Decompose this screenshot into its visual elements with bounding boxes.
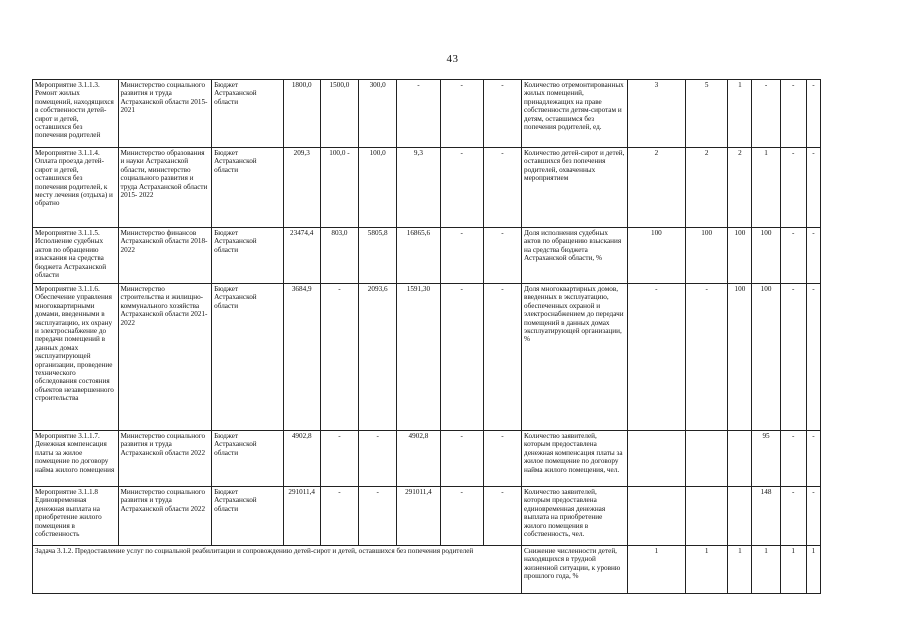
page-number: 43: [446, 53, 459, 65]
target-cell: 1: [752, 546, 780, 594]
target-cell: 2: [627, 148, 685, 228]
target-cell: -: [806, 228, 820, 284]
source-cell: Бюджет Астраханской области: [212, 284, 283, 431]
amount-cell: -: [359, 431, 397, 487]
amount-cell: -: [440, 80, 483, 148]
target-cell: 100: [627, 228, 685, 284]
total-cell: 23474,4: [283, 228, 320, 284]
target-cell: 2: [728, 148, 752, 228]
target-cell: 5: [686, 80, 728, 148]
target-cell: -: [806, 431, 820, 487]
amount-cell: -: [320, 284, 358, 431]
table-row: [33, 80, 821, 148]
amount-cell: 100,0 -: [320, 148, 358, 228]
indicator-cell: Доля исполнения судебных актов по обращению взыскания на средства бюджета Астраханской области, %: [522, 228, 628, 284]
target-cell: 1: [627, 546, 685, 594]
target-cell: 1: [728, 80, 752, 148]
amount-cell: -: [483, 431, 521, 487]
total-cell: 209,3: [283, 148, 320, 228]
activity-cell: Мероприятие 3.1.1.6. Обеспечение управления многоквартирными домами, введенными в эксплуатацию, их охрану и электроснабжение до передачи помещений в данных домах эксплуатирующей организации, проведение технического обследования состояния объектов незавершенного строительства: [33, 284, 119, 431]
indicator-cell: Количество заявителей, которым предоставлена денежная компенсация платы за жилое помещение по договору найма жилого помещения, чел.: [522, 431, 628, 487]
target-cell: 2: [686, 148, 728, 228]
executor-cell: Министерство социального развития и труда Астраханской области 2022: [118, 487, 212, 546]
target-cell: -: [686, 284, 728, 431]
target-cell: 100: [728, 228, 752, 284]
total-cell: 1800,0: [283, 80, 320, 148]
target-cell: -: [780, 80, 806, 148]
target-cell: 1: [752, 148, 780, 228]
activity-cell: Мероприятие 3.1.1.3. Ремонт жилых помещений, находящихся в собственности детей-сирот и детей, оставшихся без попечения родителей: [33, 80, 119, 148]
activity-cell: Мероприятие 3.1.1.4. Оплата проезда детей-сирот и детей, оставшихся без попечения родителей, к месту лечения (отдыха) и обратно: [33, 148, 119, 228]
amount-cell: 9,3: [397, 148, 440, 228]
amount-cell: 803,0: [320, 228, 358, 284]
target-cell: [728, 431, 752, 487]
total-cell: 3684,9: [283, 284, 320, 431]
target-cell: -: [806, 284, 820, 431]
target-cell: [686, 431, 728, 487]
amount-cell: 1591,30: [397, 284, 440, 431]
source-cell: Бюджет Астраханской области: [212, 431, 283, 487]
amount-cell: -: [440, 487, 483, 546]
indicator-cell: Снижение численности детей, находящихся в трудной жизненной ситуации, к уровню прошлого года, %: [522, 546, 628, 594]
total-cell: 291011,4: [283, 487, 320, 546]
target-cell: 95: [752, 431, 780, 487]
source-cell: Бюджет Астраханской области: [212, 228, 283, 284]
amount-cell: -: [483, 80, 521, 148]
executor-cell: Министерство социального развития и труда Астраханской области 2015-2021: [118, 80, 212, 148]
target-cell: 1: [686, 546, 728, 594]
amount-cell: -: [483, 487, 521, 546]
target-cell: 1: [780, 546, 806, 594]
amount-cell: 4902,8: [397, 431, 440, 487]
amount-cell: -: [483, 228, 521, 284]
target-cell: [627, 487, 685, 546]
activity-cell: Мероприятие 3.1.1.7. Денежная компенсация платы за жилое помещение по договору найма жилого помещения: [33, 431, 119, 487]
target-cell: 148: [752, 487, 780, 546]
table-row: [33, 284, 821, 431]
amount-cell: -: [397, 80, 440, 148]
amount-cell: 300,0: [359, 80, 397, 148]
amount-cell: -: [320, 487, 358, 546]
target-cell: -: [780, 284, 806, 431]
task-heading-cell: Задача 3.1.2. Предоставление услуг по социальной реабилитации и сопровождению детей-сирот и детей, оставшихся без попечения родителей: [33, 546, 522, 594]
amount-cell: -: [440, 228, 483, 284]
table-row: [33, 148, 821, 228]
indicator-cell: Количество детей-сирот и детей, оставшихся без попечения родителей, охваченных мероприятием: [522, 148, 628, 228]
target-cell: 1: [806, 546, 820, 594]
amount-cell: -: [440, 284, 483, 431]
target-cell: -: [780, 148, 806, 228]
target-cell: 100: [752, 284, 780, 431]
amount-cell: 16865,6: [397, 228, 440, 284]
target-cell: -: [780, 487, 806, 546]
amount-cell: 5805,8: [359, 228, 397, 284]
amount-cell: 100,0: [359, 148, 397, 228]
task-row: [33, 546, 821, 594]
source-cell: Бюджет Астраханской области: [212, 487, 283, 546]
table-row: [33, 431, 821, 487]
indicator-cell: Доля многоквартирных домов, введенных в эксплуатацию, обеспеченных охраной и электроснабжением до передачи помещений в данных домах эксплуатирующей организации, %: [522, 284, 628, 431]
activity-cell: Мероприятие 3.1.1.5. Исполнение судебных актов по обращению взыскания на средства бюджета Астраханской области: [33, 228, 119, 284]
amount-cell: -: [440, 148, 483, 228]
target-cell: -: [752, 80, 780, 148]
amount-cell: -: [483, 148, 521, 228]
target-cell: [627, 431, 685, 487]
amount-cell: -: [359, 487, 397, 546]
indicator-cell: Количество отремонтированных жилых помещений, принадлежащих на праве собственности детям-сиротам и детям, оставшимся без попечения родителей, ед.: [522, 80, 628, 148]
amount-cell: 291011,4: [397, 487, 440, 546]
target-cell: 3: [627, 80, 685, 148]
amount-cell: -: [440, 431, 483, 487]
source-cell: Бюджет Астраханской области: [212, 148, 283, 228]
target-cell: -: [780, 228, 806, 284]
target-cell: -: [806, 148, 820, 228]
indicator-cell: Количество заявителей, которым предоставлена единовременная денежная выплата на приобретение жилого помещения в собственность, чел.: [522, 487, 628, 546]
target-cell: 1: [728, 546, 752, 594]
executor-cell: Министерство финансов Астраханской области 2018-2022: [118, 228, 212, 284]
target-cell: 100: [752, 228, 780, 284]
activity-cell: Мероприятие 3.1.1.8 Единовременная денежная выплата на приобретение жилого помещения в собственность: [33, 487, 119, 546]
target-cell: [686, 487, 728, 546]
target-cell: -: [780, 431, 806, 487]
amount-cell: -: [483, 284, 521, 431]
executor-cell: Министерство социального развития и труда Астраханской области 2022: [118, 431, 212, 487]
target-cell: 100: [728, 284, 752, 431]
amount-cell: 2093,6: [359, 284, 397, 431]
amount-cell: -: [320, 431, 358, 487]
amount-cell: 1500,0: [320, 80, 358, 148]
table-row: [33, 228, 821, 284]
total-cell: 4902,8: [283, 431, 320, 487]
target-cell: -: [806, 487, 820, 546]
program-activities-table: [32, 79, 821, 594]
target-cell: -: [627, 284, 685, 431]
target-cell: 100: [686, 228, 728, 284]
executor-cell: Министерство образования и науки Астраханской области, министерство социального развития и труда Астраханской области 2015- 2022: [118, 148, 212, 228]
table-row: [33, 487, 821, 546]
target-cell: -: [806, 80, 820, 148]
executor-cell: Министерство строительства и жилищно-коммунального хозяйства Астраханской области 2021-2022: [118, 284, 212, 431]
source-cell: Бюджет Астраханской области: [212, 80, 283, 148]
target-cell: [728, 487, 752, 546]
